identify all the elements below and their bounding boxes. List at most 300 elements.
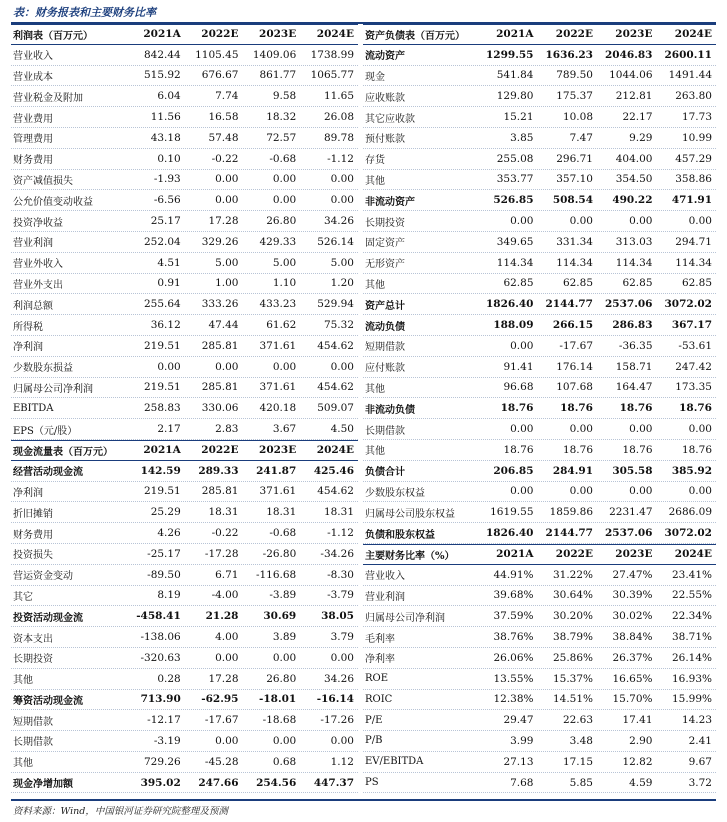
row-value: 3.89 — [272, 631, 297, 643]
row-value: -17.28 — [204, 547, 239, 560]
table-row — [363, 731, 716, 752]
row-value: 420.18 — [259, 402, 297, 415]
row-value: 37.59% — [493, 610, 534, 623]
row-value: 2.83 — [215, 423, 239, 436]
row-value: 176.14 — [556, 360, 593, 373]
row-value: 1619.55 — [490, 506, 534, 519]
row-value: 0.00 — [510, 423, 534, 436]
row-value: 4.51 — [157, 256, 181, 269]
row-value: 11.65 — [323, 90, 354, 103]
row-value: 1826.40 — [486, 527, 534, 540]
row-value: 358.86 — [675, 173, 712, 186]
row-value: 2144.77 — [545, 527, 593, 540]
table-row — [363, 253, 716, 274]
row-value: 0.00 — [272, 194, 297, 207]
table-row — [11, 419, 358, 440]
row-value: 36.12 — [150, 319, 181, 332]
table-row — [363, 398, 716, 419]
row-label: 归属母公司净利润 — [365, 612, 445, 624]
row-value: 4.26 — [157, 527, 181, 540]
row-value: 30.39% — [612, 589, 653, 602]
table-row — [363, 669, 716, 690]
row-label: 营业利润 — [13, 238, 53, 250]
row-value: 1409.06 — [252, 48, 297, 61]
section-title: 利润表（百万元） — [13, 30, 93, 42]
row-label: 归属母公司净利润 — [13, 383, 93, 395]
row-value: 26.06% — [493, 651, 534, 664]
row-value: 18.31 — [266, 506, 297, 519]
row-value: 30.69 — [263, 610, 297, 623]
table-row — [363, 66, 716, 87]
row-value: 27.47% — [612, 568, 653, 581]
row-value: 0.91 — [157, 277, 181, 290]
row-value: 285.81 — [201, 339, 239, 352]
row-label: 利润总额 — [13, 300, 53, 312]
row-value: 14.23 — [681, 714, 712, 727]
table-row — [363, 357, 716, 378]
row-value: 107.68 — [556, 381, 593, 394]
row-value: 0.00 — [629, 215, 653, 228]
row-value: 454.62 — [317, 485, 354, 498]
right-column — [363, 24, 716, 793]
row-value: 6.04 — [157, 90, 181, 103]
row-value: 57.48 — [208, 131, 239, 144]
row-value: 0.00 — [330, 360, 354, 373]
year-header: 2021A — [496, 548, 534, 561]
row-label: 投资损失 — [13, 550, 53, 562]
row-label: 其它应收款 — [365, 113, 415, 125]
table-row — [11, 752, 358, 773]
table-row — [11, 482, 358, 503]
row-label: 少数股东权益 — [365, 487, 425, 499]
table-row — [363, 710, 716, 731]
row-value: 0.00 — [688, 485, 712, 498]
row-value: 12.82 — [622, 755, 653, 768]
table-row — [363, 45, 716, 66]
row-label: 所得税 — [13, 321, 43, 333]
row-label: 应收账款 — [365, 92, 405, 104]
table-row — [11, 211, 358, 232]
row-value: 219.51 — [144, 339, 181, 352]
row-label: 资本支出 — [13, 633, 53, 645]
section-header — [363, 544, 716, 565]
row-value: 490.22 — [612, 194, 653, 207]
row-value: 842.44 — [144, 48, 181, 61]
table-row — [363, 170, 716, 191]
table-row — [11, 357, 358, 378]
row-value: 2537.06 — [605, 527, 653, 540]
row-value: 729.26 — [144, 755, 181, 768]
row-value: 114.34 — [615, 256, 653, 269]
row-value: 258.83 — [144, 402, 181, 415]
row-label: 少数股东损益 — [13, 363, 73, 375]
row-value: 15.99% — [671, 693, 712, 706]
row-value: 247.66 — [198, 776, 239, 789]
row-value: 17.15 — [562, 755, 593, 768]
row-value: 47.44 — [208, 319, 239, 332]
row-value: 385.92 — [671, 464, 712, 477]
row-value: 16.58 — [208, 111, 239, 124]
row-value: 1.10 — [272, 277, 297, 290]
row-value: 158.71 — [615, 360, 653, 373]
row-value: 18.76 — [503, 443, 534, 456]
row-value: -25.17 — [147, 547, 181, 560]
row-value: 0.00 — [330, 194, 354, 207]
row-label: 折旧摊销 — [13, 508, 53, 520]
row-label: 负债合计 — [365, 467, 405, 479]
row-value: -0.22 — [211, 152, 239, 165]
row-value: 18.76 — [679, 402, 712, 415]
row-label: 固定资产 — [365, 238, 405, 250]
table-row — [11, 606, 358, 627]
row-value: 14.51% — [552, 693, 593, 706]
row-value: 2231.47 — [609, 506, 653, 519]
row-value: -0.22 — [211, 527, 239, 540]
row-value: -3.79 — [327, 589, 354, 602]
row-value: -36.35 — [618, 339, 653, 352]
row-value: 0.00 — [330, 734, 354, 747]
table-row — [363, 648, 716, 669]
row-label: 其他 — [365, 383, 385, 395]
row-value: 206.85 — [493, 464, 534, 477]
table-row — [11, 107, 358, 128]
row-value: -17.67 — [559, 339, 593, 352]
table-row — [11, 45, 358, 66]
row-value: -26.80 — [262, 547, 297, 560]
row-value: 349.65 — [496, 235, 534, 248]
row-label: 营业收入 — [365, 571, 405, 583]
row-value: 0.00 — [215, 734, 239, 747]
row-value: 22.55% — [671, 589, 712, 602]
row-value: 0.00 — [272, 651, 297, 664]
table-row — [11, 648, 358, 669]
row-value: 266.15 — [552, 319, 593, 332]
row-value: 173.35 — [675, 381, 712, 394]
row-value: 9.29 — [629, 131, 653, 144]
row-value: 0.00 — [688, 215, 712, 228]
table-row — [363, 294, 716, 315]
row-value: 62.85 — [681, 277, 712, 290]
row-label: 净利率 — [365, 654, 395, 666]
row-label: EPS（元/股） — [13, 425, 78, 437]
row-value: -16.14 — [316, 693, 354, 706]
row-value: 31.22% — [552, 568, 593, 581]
row-value: 263.80 — [675, 90, 712, 103]
row-value: 404.00 — [615, 152, 653, 165]
table-row — [11, 627, 358, 648]
row-value: 0.00 — [272, 173, 297, 186]
row-value: 3.72 — [688, 776, 712, 789]
row-value: -34.26 — [320, 547, 354, 560]
row-value: 25.17 — [150, 215, 181, 228]
table-row — [11, 690, 358, 711]
row-value: 0.00 — [215, 651, 239, 664]
row-label: 存货 — [365, 155, 385, 167]
row-value: 0.00 — [569, 215, 593, 228]
year-header: 2021A — [143, 444, 181, 457]
year-header: 2021A — [143, 28, 181, 41]
row-value: -89.50 — [147, 568, 181, 581]
row-value: 22.17 — [622, 111, 653, 124]
row-value: -1.12 — [327, 527, 354, 540]
row-value: 17.28 — [208, 215, 239, 228]
row-value: 5.00 — [330, 256, 354, 269]
row-label: 营运资金变动 — [13, 571, 73, 583]
row-value: 4.00 — [215, 631, 239, 643]
table-row — [11, 544, 358, 565]
table-row — [11, 565, 358, 586]
row-value: 23.41% — [671, 568, 712, 581]
row-value: 0.00 — [629, 485, 653, 498]
table-row — [363, 752, 716, 773]
row-label: EV/EBITDA — [365, 756, 424, 768]
row-value: 330.06 — [201, 402, 239, 415]
row-value: -45.28 — [204, 755, 239, 768]
row-value: 26.14% — [671, 651, 712, 664]
row-label: 长期投资 — [365, 217, 405, 229]
table-row — [11, 523, 358, 544]
row-value: -320.63 — [140, 651, 181, 664]
row-value: 6.71 — [215, 568, 239, 581]
table-row — [11, 502, 358, 523]
section-header — [11, 24, 358, 45]
row-value: 357.10 — [556, 173, 593, 186]
row-value: 284.91 — [552, 464, 593, 477]
row-label: 长期借款 — [13, 737, 53, 749]
row-value: 30.20% — [552, 610, 593, 623]
row-label: 财务费用 — [13, 529, 53, 541]
row-value: 18.76 — [619, 402, 653, 415]
row-value: 38.71% — [671, 631, 712, 643]
row-value: 18.76 — [500, 402, 534, 415]
row-value: 26.80 — [266, 672, 297, 685]
row-value: 0.00 — [215, 360, 239, 373]
row-value: -62.95 — [201, 693, 239, 706]
row-value: 25.29 — [150, 506, 181, 519]
table-row — [363, 482, 716, 503]
table-row — [363, 232, 716, 253]
row-value: 1065.77 — [310, 69, 354, 82]
row-value: 11.56 — [150, 111, 181, 124]
year-header: 2024E — [316, 28, 354, 41]
row-value: 26.08 — [323, 111, 354, 124]
row-label: 其它 — [13, 591, 33, 603]
row-value: 0.00 — [330, 173, 354, 186]
row-value: 9.67 — [688, 755, 712, 768]
row-value: 1.00 — [215, 277, 239, 290]
table-row — [11, 294, 358, 315]
row-value: 367.17 — [671, 319, 712, 332]
row-value: 129.80 — [496, 90, 534, 103]
row-value: 508.54 — [552, 194, 593, 207]
row-value: -17.26 — [320, 714, 354, 727]
row-value: 16.65% — [612, 672, 653, 685]
row-value: 247.42 — [675, 360, 712, 373]
row-value: 0.28 — [157, 672, 181, 685]
row-value: 2686.09 — [668, 506, 712, 519]
row-label: 非流动资产 — [365, 196, 415, 208]
row-value: 30.02% — [612, 610, 653, 623]
row-value: 114.34 — [675, 256, 712, 269]
table-row — [363, 149, 716, 170]
bottom-rule — [11, 799, 716, 801]
row-value: -4.00 — [211, 589, 239, 602]
row-label: 归属母公司股东权益 — [365, 508, 455, 520]
row-value: 9.58 — [272, 90, 297, 103]
row-value: 1636.23 — [545, 48, 593, 61]
row-value: 18.32 — [266, 111, 297, 124]
row-label: 预付账款 — [365, 134, 405, 146]
row-value: 526.14 — [317, 235, 354, 248]
year-header: 2022E — [201, 28, 239, 41]
row-value: 75.32 — [323, 319, 354, 332]
row-value: 861.77 — [259, 69, 297, 82]
row-value: 10.08 — [562, 111, 593, 124]
row-value: 164.47 — [615, 381, 653, 394]
table-row — [11, 86, 358, 107]
table-row — [11, 336, 358, 357]
row-value: 15.21 — [503, 111, 534, 124]
row-value: 26.37% — [612, 651, 653, 664]
row-label: 营业外支出 — [13, 279, 63, 291]
row-value: 62.85 — [622, 277, 653, 290]
row-value: 0.00 — [215, 194, 239, 207]
row-value: 447.37 — [313, 776, 354, 789]
row-value: 43.18 — [150, 131, 181, 144]
table-row — [363, 773, 716, 794]
year-header: 2021A — [496, 28, 534, 41]
row-value: -53.61 — [678, 339, 712, 352]
row-value: 1859.86 — [549, 506, 593, 519]
row-value: -3.89 — [269, 589, 297, 602]
row-value: 62.85 — [503, 277, 534, 290]
left-column — [11, 24, 358, 793]
row-value: 17.28 — [208, 672, 239, 685]
row-value: -17.67 — [204, 714, 239, 727]
source-note: 资料来源：Wind，中国银河证券研究院整理及预测 — [13, 806, 228, 817]
row-value: 2.90 — [629, 734, 653, 747]
row-label: 营业成本 — [13, 71, 53, 83]
row-label: 管理费用 — [13, 134, 53, 146]
row-value: 471.91 — [671, 194, 712, 207]
table-row — [363, 378, 716, 399]
table-row — [11, 232, 358, 253]
row-value: 0.00 — [215, 173, 239, 186]
row-value: 371.61 — [259, 485, 297, 498]
row-value: 3072.02 — [664, 298, 712, 311]
row-value: 5.00 — [272, 256, 297, 269]
row-value: 429.33 — [259, 235, 297, 248]
section-title: 资产负债表（百万元） — [365, 30, 465, 42]
table-row — [363, 336, 716, 357]
table-row — [11, 149, 358, 170]
table-row — [363, 440, 716, 461]
row-value: -1.93 — [153, 173, 181, 186]
row-value: 354.50 — [615, 173, 653, 186]
table-row — [363, 627, 716, 648]
row-value: -458.41 — [136, 610, 181, 623]
row-value: 0.00 — [569, 485, 593, 498]
table-row — [11, 378, 358, 399]
row-label: 毛利率 — [365, 633, 395, 645]
table-row — [363, 565, 716, 586]
row-value: 10.99 — [681, 131, 712, 144]
row-value: 91.41 — [503, 360, 534, 373]
year-header: 2023E — [615, 548, 653, 561]
year-header: 2024E — [674, 28, 712, 41]
row-value: 18.31 — [208, 506, 239, 519]
row-value: 8.19 — [157, 589, 181, 602]
row-value: 255.08 — [496, 152, 534, 165]
row-value: 1044.06 — [609, 69, 653, 82]
table-row — [11, 586, 358, 607]
row-value: 1299.55 — [486, 48, 534, 61]
table-row — [11, 128, 358, 149]
row-label: 长期投资 — [13, 654, 53, 666]
row-value: 219.51 — [144, 381, 181, 394]
row-label: 营业利润 — [365, 591, 405, 603]
row-value: 515.92 — [144, 69, 181, 82]
row-value: -8.30 — [327, 568, 354, 581]
table-row — [363, 461, 716, 482]
table-row — [11, 170, 358, 191]
row-value: 38.76% — [493, 631, 534, 643]
row-value: -3.19 — [153, 734, 181, 747]
row-value: 457.29 — [675, 152, 712, 165]
row-value: 18.76 — [560, 402, 593, 415]
row-label: 应付账款 — [365, 363, 405, 375]
row-value: 34.26 — [323, 215, 354, 228]
row-value: 1105.45 — [195, 48, 239, 61]
row-label: 流动负债 — [365, 321, 405, 333]
row-value: 219.51 — [144, 485, 181, 498]
row-value: 0.68 — [272, 755, 297, 768]
row-value: 713.90 — [140, 693, 181, 706]
row-value: 39.68% — [493, 589, 534, 602]
row-value: 254.56 — [256, 776, 297, 789]
row-value: 27.13 — [503, 755, 534, 768]
row-value: 38.84% — [612, 631, 653, 643]
row-label: 短期借款 — [365, 342, 405, 354]
row-value: 305.58 — [612, 464, 653, 477]
row-value: 61.62 — [266, 319, 297, 332]
row-label: 其他 — [13, 758, 33, 770]
row-label: 短期借款 — [13, 716, 53, 728]
row-value: 18.76 — [622, 443, 653, 456]
row-label: 其他 — [365, 446, 385, 458]
year-header: 2022E — [555, 548, 593, 561]
table-row — [363, 690, 716, 711]
row-value: 13.55% — [493, 672, 534, 685]
table-row — [363, 211, 716, 232]
row-value: 0.00 — [569, 423, 593, 436]
row-value: 22.34% — [671, 610, 712, 623]
row-value: 676.67 — [201, 69, 239, 82]
row-value: 255.64 — [144, 298, 181, 311]
row-value: 62.85 — [562, 277, 593, 290]
row-label: 公允价值变动收益 — [13, 196, 93, 208]
row-label: 经营活动现金流 — [13, 467, 83, 479]
row-label: 其他 — [13, 675, 33, 687]
section-title: 现金流量表（百万元） — [13, 446, 113, 458]
row-value: 18.31 — [323, 506, 354, 519]
table-row — [11, 66, 358, 87]
row-value: 296.71 — [556, 152, 593, 165]
row-label: 筹资活动现金流 — [13, 695, 83, 707]
row-value: 18.76 — [681, 443, 712, 456]
row-value: 114.34 — [556, 256, 593, 269]
row-value: 353.77 — [496, 173, 534, 186]
